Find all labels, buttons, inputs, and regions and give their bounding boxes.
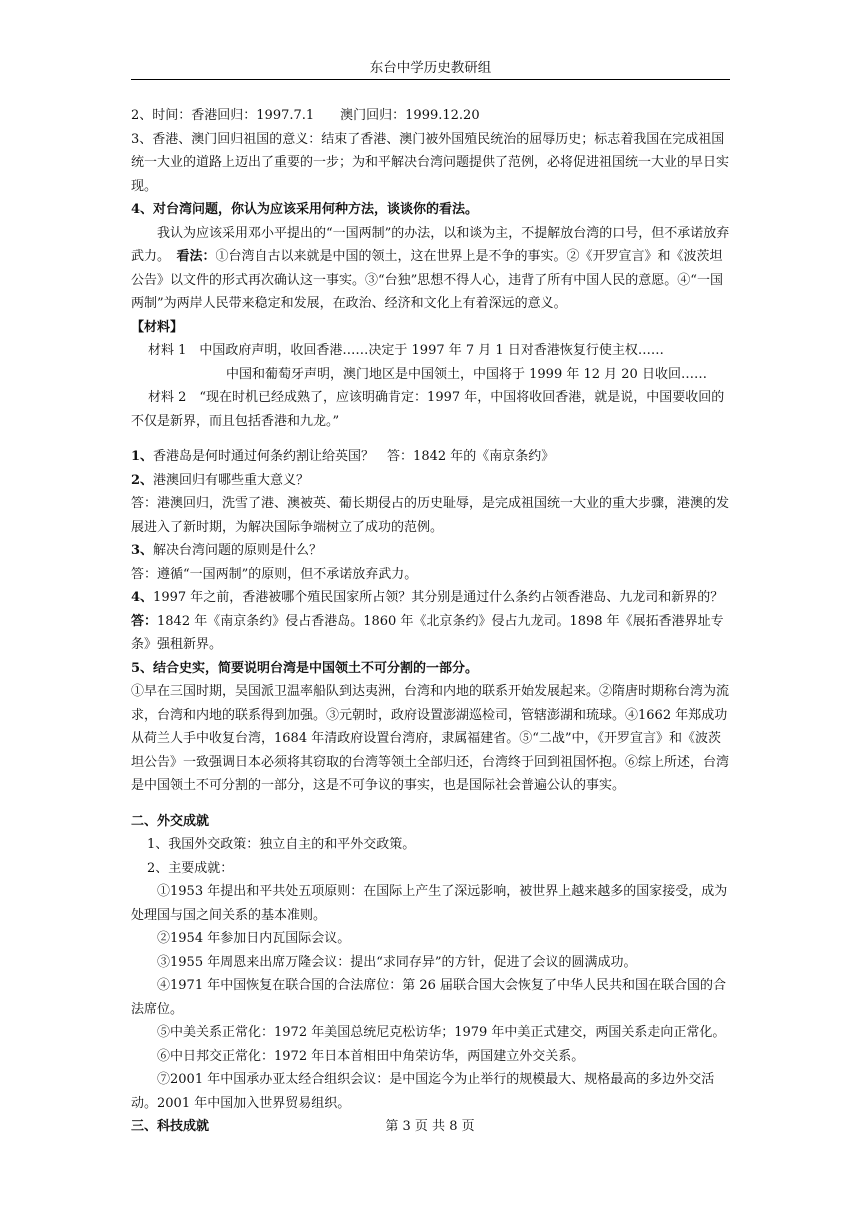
question-number: 3、	[131, 543, 154, 558]
material-1-cont: 中国和葡萄牙声明，澳门地区是中国领土，中国将于 1999 年 12 月 20 日收回……	[226, 366, 707, 382]
subheading: 2、主要成就：	[147, 860, 234, 876]
section-heading-diplomacy: 二、外交成就	[131, 813, 210, 829]
question-heading: 4、对台湾问题，你认为应该采用何种方法，谈谈你的看法。	[131, 202, 479, 217]
answer: 答：港澳回归，洗雪了港、澳被英、葡长期侵占的历史耻辱，是完成祖国统一大业的重大步骤，港澳的发展进入了新时期，为解决国际争端树立了成功的范例。	[131, 496, 730, 535]
question	[131, 586, 731, 610]
spacer	[131, 798, 731, 810]
document-body	[131, 104, 731, 1139]
achievement-item: ⑤中美关系正常化：1972 年美国总统尼克松访华；1979 年中美正式建交，两国关系走向正常化。	[157, 1025, 726, 1040]
question	[131, 445, 731, 469]
achievement-item: ⑦2001 年中国承办亚太经合组织会议：是中国迄今为止举行的规模最大、规格最高的多边外交活动。2001 年中国加入世界贸易组织。	[131, 1072, 715, 1111]
answer: ①早在三国时期，吴国派卫温率船队到达夷洲，台湾和内地的联系开始发展起来。②隋唐时期称台湾为流求，台湾和内地的联系得到加强。③元朝时，政府设置澎湖巡检司，管辖澎湖和琉球。④1662 年郑成功从荷兰人手中收复台湾，1684 年清政府设置台湾府，隶属福建省。⑤“二战”中，《开罗宣言》和《波茨坦公告》一致强调日本必须将其窃取的台湾等领土全部归还，台湾终于回到祖国怀抱。⑥综上所述，台湾是中国领土不可分割的一部分，这是不可争议的事实，也是国际社会普遍公认的事实。	[131, 684, 730, 793]
section-label: 【材料】	[131, 319, 184, 335]
view-label: 看法：	[176, 249, 216, 264]
question-text: 港澳回归有哪些重大意义？	[153, 472, 310, 488]
achievement-item: ②1954 年参加日内瓦国际会议。	[157, 931, 351, 946]
question-text: 解决台湾问题的原则是什么？	[153, 543, 323, 558]
answer-paragraph	[131, 222, 731, 316]
answer-text: 我认为应该采用邓小平提出的“一国两制”的办法，以和谈为主，不提解放台湾的口号，但不承诺放弃武力。	[131, 225, 730, 264]
question-heading: 5、结合史实，简要说明台湾是中国领土不可分割的一部分。	[131, 660, 479, 676]
header-rule	[131, 79, 730, 80]
question-number: 1、	[131, 449, 154, 464]
achievement-item: ⑥中日邦交正常化：1972 年日本首相田中角荣访华，两国建立外交关系。	[157, 1048, 585, 1064]
paragraph: 3、香港、澳门回归祖国的意义：结束了香港、澳门被外国殖民统治的屈辱历史；标志着我国在完成祖国统一大业的道路上迈出了重要的一步；为和平解决台湾问题提供了范例，必将促进祖国统一大业的早日实现。	[131, 131, 730, 194]
question-text: 1997 年之前，香港被哪个殖民国家所占领？其分别是通过什么条约占领香港岛、九龙司和新界的？	[153, 590, 724, 605]
spacer	[131, 433, 731, 445]
achievement-item: ①1953 年提出和平共处五项原则：在国际上产生了深远影响，被世界上越来越多的国家接受，成为处理国与国之间关系的基本准则。	[131, 884, 728, 923]
answer	[131, 610, 731, 657]
subheading: 1、我国外交政策：独立自主的和平外交政策。	[147, 837, 416, 852]
material-2: 材料 2 “现在时机已经成熟了，应该明确肯定：1997 年，中国将收回香港，就是说，中国要收回的不仅是新界，而且包括香港和九龙。”	[131, 390, 725, 429]
page-footer: 第 3 页 共 8 页	[385, 1119, 475, 1134]
achievement-item: ③1955 年周恩来出席万隆会议：提出“求同存异”的方针，促进了会议的圆满成功。	[157, 954, 637, 970]
question-text: 香港岛是何时通过何条约割让给英国？ 答：1842 年的《南京条约》	[153, 449, 555, 464]
question	[131, 469, 731, 493]
section-heading-technology: 三、科技成就	[131, 1119, 210, 1134]
material-1: 材料 1 中国政府声明，收回香港……决定于 1997 年 7 月 1 日对香港恢复行使主权……	[148, 343, 664, 358]
paragraph: 2、时间：香港回归：1997.7.1 澳门回归：1999.12.20	[131, 108, 480, 123]
view-text: ①台湾自古以来就是中国的领土，这在世界上是不争的事实。②《开罗宣言》和《波茨坦公告》以文件的形式再次确认这一事实。③“台独”思想不得人心，违背了所有中国人民的意愿。④“一国两制”为两岸人民带来稳定和发展，在政治、经济和文化上有着深远的意义。	[131, 249, 723, 311]
question-number: 4、	[131, 590, 154, 605]
answer-label: 答：	[131, 613, 158, 629]
question	[131, 539, 731, 563]
question-number: 2、	[131, 472, 154, 488]
achievement-item: ④1971 年中国恢复在联合国的合法席位：第 26 届联合国大会恢复了中华人民共和国在联合国的合法席位。	[131, 978, 727, 1017]
answer-text: 1842 年《南京条约》侵占香港岛。1860 年《北京条约》侵占九龙司。1898 年《展拓香港界址专条》强租新界。	[131, 613, 724, 652]
answer: 答：遵循“一国两制”的原则，但不承诺放弃武力。	[131, 566, 418, 582]
page-header: 东台中学历史教研组	[369, 60, 492, 76]
